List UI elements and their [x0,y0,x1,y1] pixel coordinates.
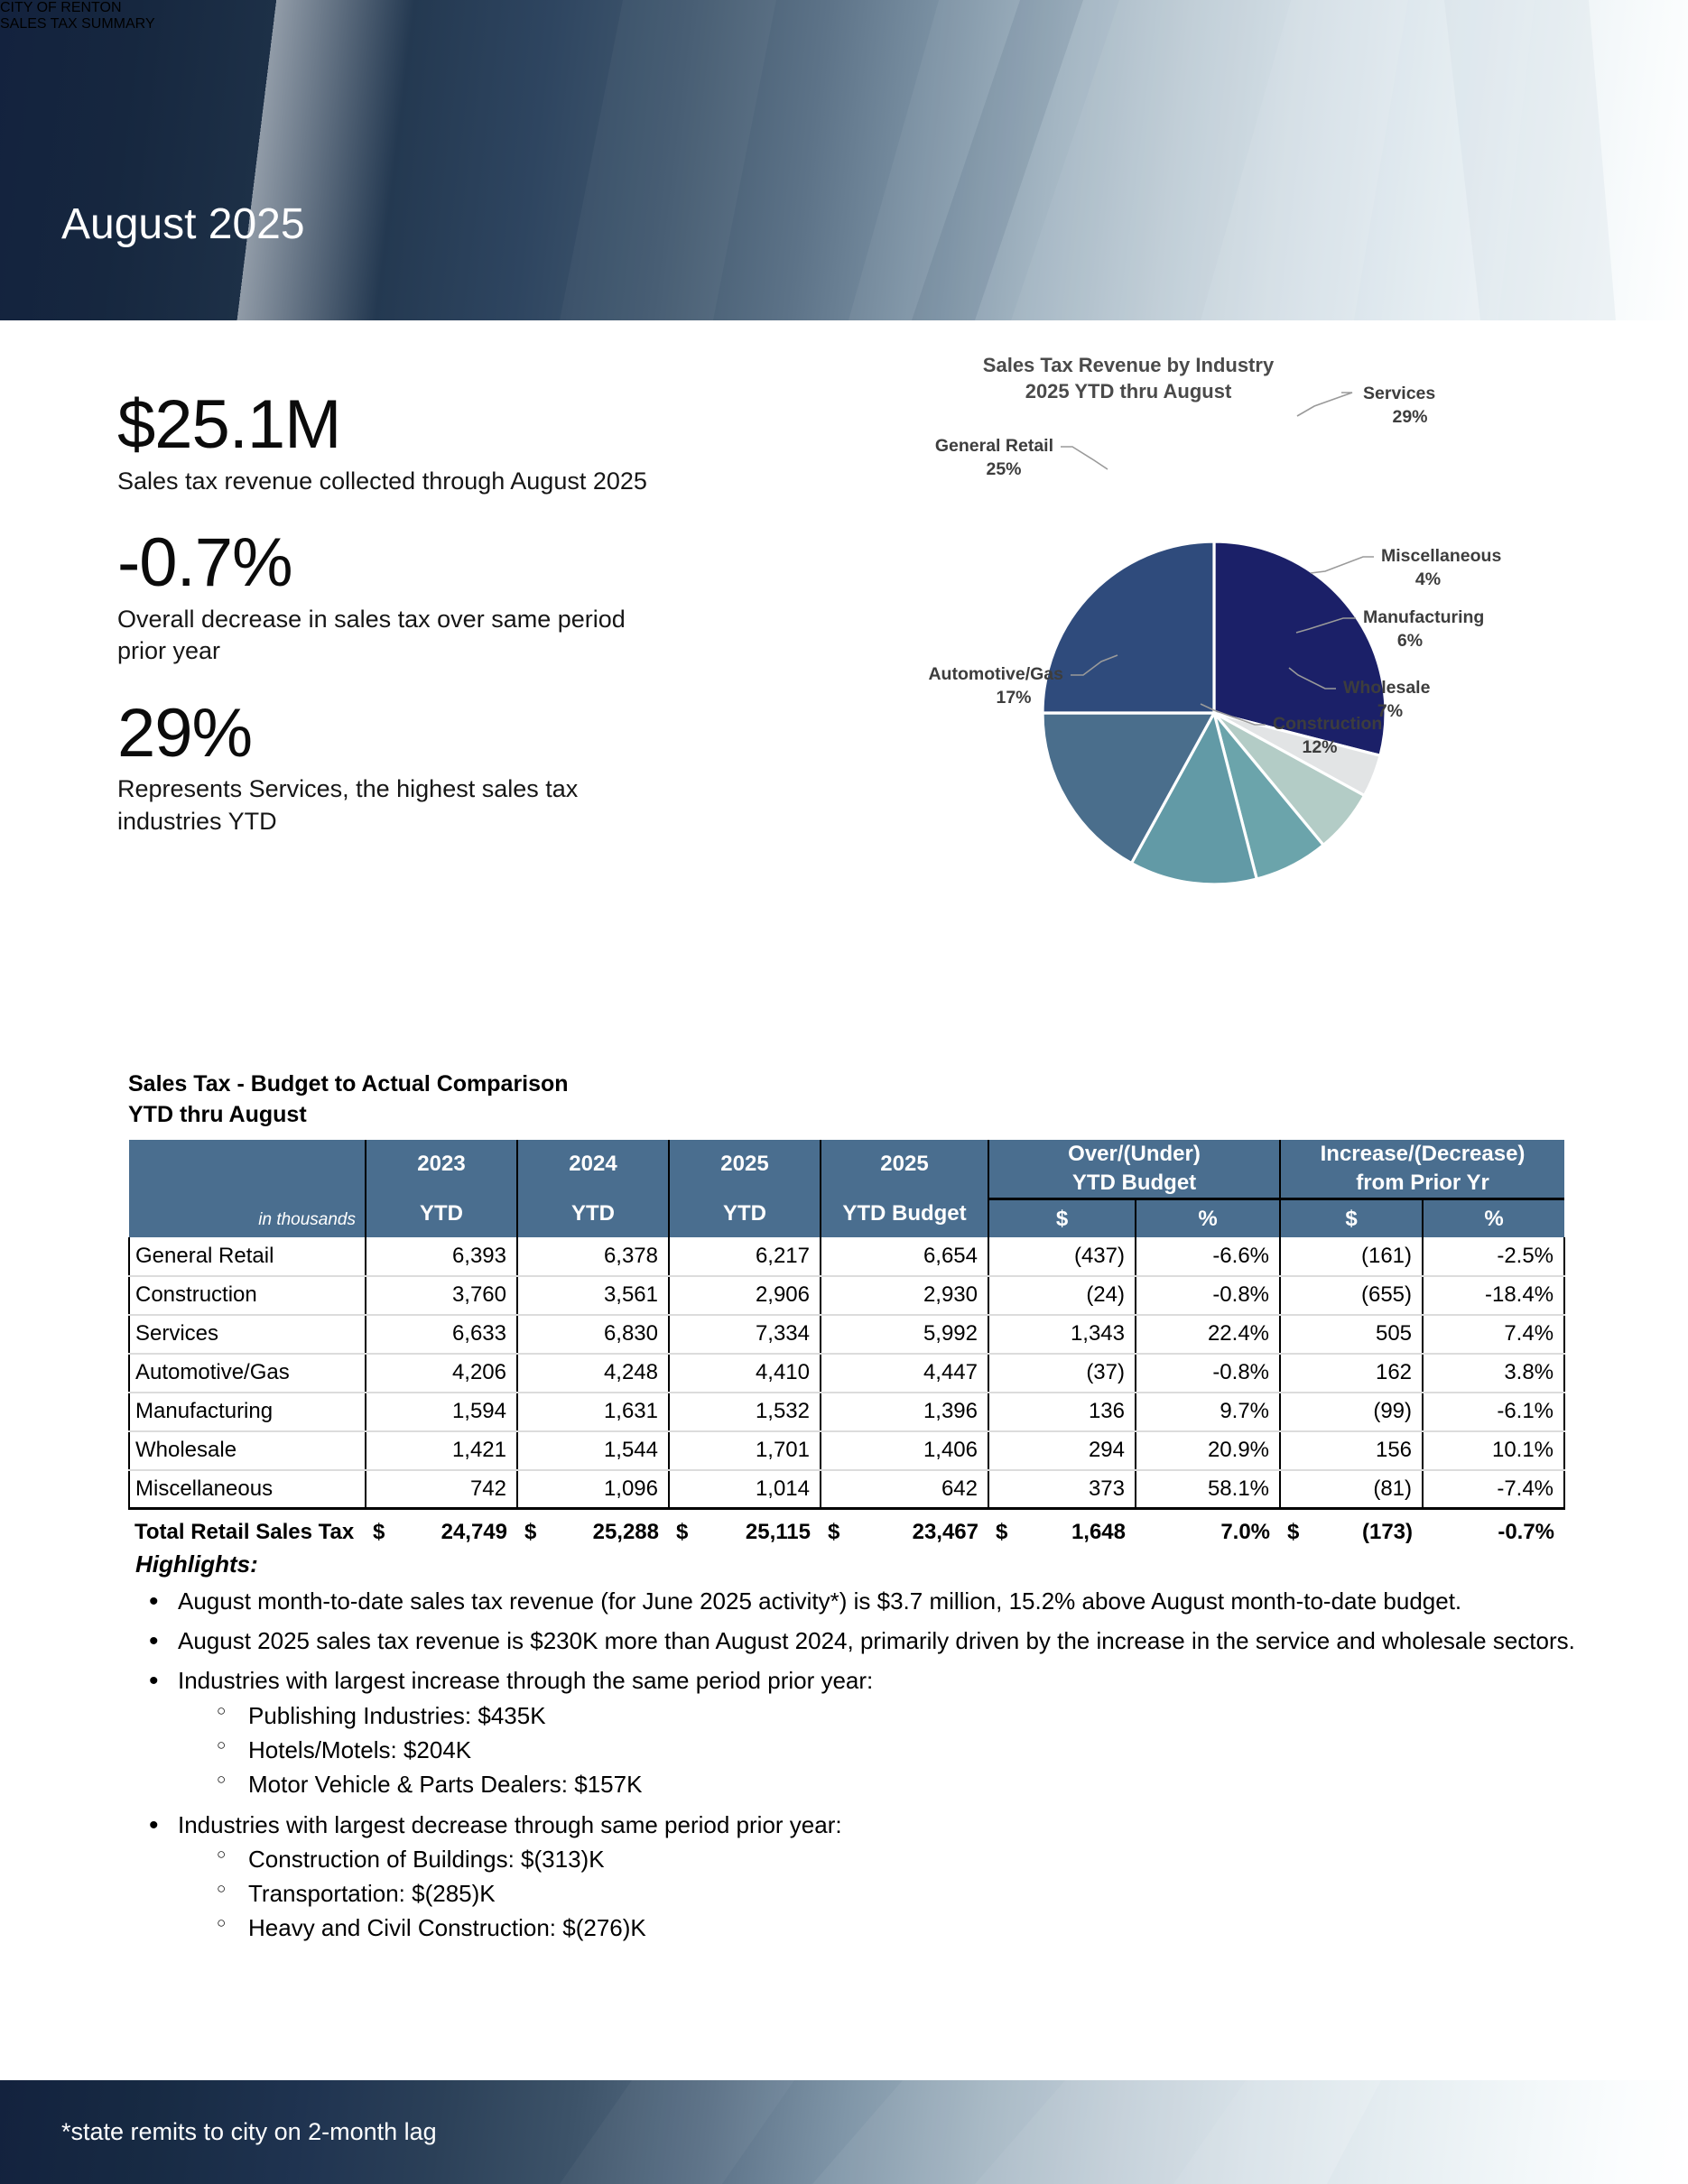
pie-label-pct: 29% [1392,407,1428,427]
cell-y2025: 2,906 [669,1276,821,1315]
pie-label-pct: 25% [986,459,1022,479]
row-label: Construction [129,1276,366,1315]
cell-budget: 2,930 [821,1276,988,1315]
kpi-change-value: -0.7% [117,524,292,602]
cell-y2023: 6,393 [366,1237,517,1276]
pie-label-name: Construction [1273,714,1383,734]
highlight-item [135,1664,1634,1802]
cell-pr_p: 10.1% [1423,1431,1564,1470]
table-row [129,1237,1564,1276]
cell-pr_p: -6.1% [1423,1393,1564,1431]
pie-label-name: Services [1363,384,1436,403]
highlight-subitem: ○ Transportation: $(285)K [178,1877,1634,1911]
header-group-over-under [988,1140,1280,1199]
cell-ou_d: 136 [988,1393,1136,1431]
group-over-under-line2: YTD Budget [1071,1171,1197,1196]
page-title: SALES TAX SUMMARY [0,16,155,32]
cell-y2023: 1,594 [366,1393,517,1431]
budget-to-actual-table-section [128,1069,1563,1552]
cell-budget: 5,992 [821,1315,988,1354]
total-y2023: $ 24,749 [366,1509,517,1552]
table-body [129,1237,1564,1509]
currency-symbol: $ [1287,1519,1300,1544]
total-pr_p: -0.7% [1423,1509,1564,1552]
cell-pr_p: -18.4% [1423,1276,1564,1315]
cell-y2024: 1,631 [517,1393,669,1431]
cell-y2023: 4,206 [366,1354,517,1393]
footnote-text: *state remits to city on 2-month lag [61,2118,437,2145]
header-2025-ytd [669,1140,821,1237]
header-2023-year: 2023 [417,1151,466,1176]
highlight-sublist [178,1843,1634,1946]
pie-slice-general-retail [1043,541,1214,713]
cell-pr_d: (161) [1280,1237,1423,1276]
cell-ou_p: 20.9% [1136,1431,1280,1470]
row-label: Manufacturing [129,1393,366,1431]
highlight-text: Industries with largest decrease through same period prior year: [178,1810,842,1838]
cell-ou_p: 9.7% [1136,1393,1280,1431]
kpi-revenue-label: Sales tax revenue collected through August 2025 [117,467,647,495]
cell-y2023: 3,760 [366,1276,517,1315]
cell-pr_d: (655) [1280,1276,1423,1315]
kpi-revenue [117,386,695,497]
chart-title-line2: 2025 YTD thru August [1025,380,1232,403]
highlight-item [135,1585,1634,1618]
total-label: Total Retail Sales Tax [129,1509,366,1552]
units-note: in thousands [258,1210,356,1230]
highlight-subitem: ○ Heavy and Civil Construction: $(276)K [178,1911,1634,1946]
highlight-subitem: ○ Motor Vehicle & Parts Dealers: $157K [178,1768,1634,1802]
cell-y2023: 742 [366,1470,517,1509]
cell-y2024: 3,561 [517,1276,669,1315]
cell-y2025: 4,410 [669,1354,821,1393]
cell-budget: 4,447 [821,1354,988,1393]
chart-title-line1: Sales Tax Revenue by Industry [982,354,1275,376]
currency-symbol: $ [828,1519,840,1544]
header-over-under-pct: % [1136,1199,1280,1237]
highlight-text: August 2025 sales tax revenue is $230K more than August 2024, primarily driven by the increase in the service and wholesale sectors. [178,1626,1575,1654]
header-blank-corner [129,1140,366,1237]
highlight-subitem: ○ Publishing Industries: $435K [178,1699,1634,1734]
header-2024-ytd [517,1140,669,1237]
pie-label-name: Miscellaneous [1381,546,1502,566]
cell-budget: 1,396 [821,1393,988,1431]
header-2024-year: 2024 [569,1151,617,1176]
pie-label-name: Automotive/Gas [928,664,1063,684]
pie-label-name: Wholesale [1343,678,1431,698]
pie-label-pct: 12% [1302,737,1338,757]
row-label: General Retail [129,1237,366,1276]
pie-label-name: General Retail [934,436,1053,456]
table-row [129,1315,1564,1354]
header-2025-budget [821,1140,988,1237]
kpi-top-industry-label: Represents Services, the highest sales tax industries YTD [117,775,579,836]
highlight-text: Industries with largest increase through the same period prior year: [178,1666,874,1694]
cell-y2023: 6,633 [366,1315,517,1354]
cell-pr_p: 3.8% [1423,1354,1564,1393]
cell-pr_d: (81) [1280,1470,1423,1509]
header-over-under-dollar: $ [988,1199,1136,1237]
organization-name: CITY OF RENTON [0,0,122,15]
pie-label-pct: 7% [1377,701,1404,721]
row-label: Automotive/Gas [129,1354,366,1393]
leader-line-services [1297,393,1352,416]
cell-y2024: 1,096 [517,1470,669,1509]
table-row [129,1431,1564,1470]
row-label: Miscellaneous [129,1470,366,1509]
cell-budget: 642 [821,1470,988,1509]
cell-ou_p: -6.6% [1136,1237,1280,1276]
pie-chart-svg [803,352,1670,1038]
header-budget-year: 2025 [880,1151,929,1176]
header-2025-year: 2025 [720,1151,769,1176]
header-budget-sub: YTD Budget [842,1200,967,1226]
header-group-increase-decrease [1280,1140,1564,1199]
cell-y2025: 1,014 [669,1470,821,1509]
banner-facet-decor [0,0,1688,320]
header-prior-yr-dollar: $ [1280,1199,1423,1237]
kpi-top-industry-value: 29% [117,694,253,772]
cell-y2025: 6,217 [669,1237,821,1276]
kpi-top-industry [117,694,695,838]
total-y2025: $ 25,115 [669,1509,821,1552]
cell-ou_d: 294 [988,1431,1136,1470]
cell-pr_p: -2.5% [1423,1237,1564,1276]
group-incr-decr-line2: from Prior Yr [1356,1171,1489,1196]
cell-budget: 6,654 [821,1237,988,1276]
group-over-under-line1: Over/(Under) [1068,1142,1201,1166]
header-2023-sub: YTD [420,1200,463,1226]
total-pr_d: $ (173) [1280,1509,1423,1552]
cell-ou_d: (37) [988,1354,1136,1393]
highlight-sublist [178,1699,1634,1802]
kpi-change-label: Overall decrease in sales tax over same period prior year [117,605,626,665]
cell-pr_d: 156 [1280,1431,1423,1470]
sales-tax-by-industry-chart [812,352,1679,1038]
page-footer-banner [0,2080,1688,2184]
cell-y2024: 4,248 [517,1354,669,1393]
cell-pr_p: 7.4% [1423,1315,1564,1354]
cell-y2024: 1,544 [517,1431,669,1470]
cell-ou_d: 1,343 [988,1315,1136,1354]
highlights-list [135,1585,1634,1946]
cell-ou_d: (24) [988,1276,1136,1315]
table-header-row-1 [129,1140,1564,1199]
cell-ou_d: 373 [988,1470,1136,1509]
cell-pr_d: 162 [1280,1354,1423,1393]
table-row [129,1470,1564,1509]
cell-y2025: 1,532 [669,1393,821,1431]
highlight-item [135,1809,1634,1947]
header-2025-sub: YTD [723,1200,766,1226]
header-2023-ytd [366,1140,517,1237]
table-footer-total [129,1509,1564,1552]
total-y2024: $ 25,288 [517,1509,669,1552]
kpi-summary-column [117,386,695,838]
pie-label-pct: 4% [1414,569,1442,589]
cell-y2023: 1,421 [366,1431,517,1470]
table-row [129,1393,1564,1431]
cell-y2025: 1,701 [669,1431,821,1470]
budget-to-actual-table [128,1140,1565,1552]
cell-ou_p: 58.1% [1136,1470,1280,1509]
table-title-line1: Sales Tax - Budget to Actual Comparison [128,1071,569,1097]
currency-symbol: $ [373,1519,385,1544]
table-title-line2: YTD thru August [128,1101,307,1127]
total-budget: $ 23,467 [821,1509,988,1552]
leader-line-miscellaneous [1311,557,1374,573]
group-incr-decr-line1: Increase/(Decrease) [1320,1142,1526,1166]
cell-budget: 1,406 [821,1431,988,1470]
cell-ou_p: 22.4% [1136,1315,1280,1354]
cell-pr_d: 505 [1280,1315,1423,1354]
cell-y2025: 7,334 [669,1315,821,1354]
pie-label-pct: 6% [1396,631,1424,651]
kpi-change [117,524,695,668]
report-period: August 2025 [61,200,305,248]
pie-label-pct: 17% [996,688,1032,708]
highlight-subitem: ○ Hotels/Motels: $204K [178,1734,1634,1768]
row-label: Services [129,1315,366,1354]
highlight-text: August month-to-date sales tax revenue (for June 2025 activity*) is $3.7 million, 15.2% above August month-to-date budget. [178,1587,1462,1615]
table-row [129,1276,1564,1315]
highlights-title: Highlights: [135,1550,258,1578]
cell-ou_d: (437) [988,1237,1136,1276]
currency-symbol: $ [996,1519,1008,1544]
table-row [129,1354,1564,1393]
highlights-section [135,1550,1634,1946]
cell-ou_p: -0.8% [1136,1276,1280,1315]
total-row [129,1509,1564,1552]
highlight-item [135,1624,1634,1658]
row-label: Wholesale [129,1431,366,1470]
pie-label-name: Manufacturing [1363,607,1485,627]
total-ou_d: $ 1,648 [988,1509,1136,1552]
highlight-subitem: ○ Construction of Buildings: $(313)K [178,1843,1634,1877]
header-prior-yr-pct: % [1423,1199,1564,1237]
header-2024-sub: YTD [571,1200,615,1226]
currency-symbol: $ [524,1519,537,1544]
page-header-banner [0,0,1688,320]
pie-slice-group [1043,541,1386,884]
total-ou_p: 7.0% [1136,1509,1280,1552]
cell-y2024: 6,830 [517,1315,669,1354]
cell-pr_d: (99) [1280,1393,1423,1431]
cell-ou_p: -0.8% [1136,1354,1280,1393]
kpi-revenue-value: $25.1M [117,386,341,463]
currency-symbol: $ [676,1519,689,1544]
cell-y2024: 6,378 [517,1237,669,1276]
cell-pr_p: -7.4% [1423,1470,1564,1509]
leader-line-general-retail [1061,447,1108,469]
